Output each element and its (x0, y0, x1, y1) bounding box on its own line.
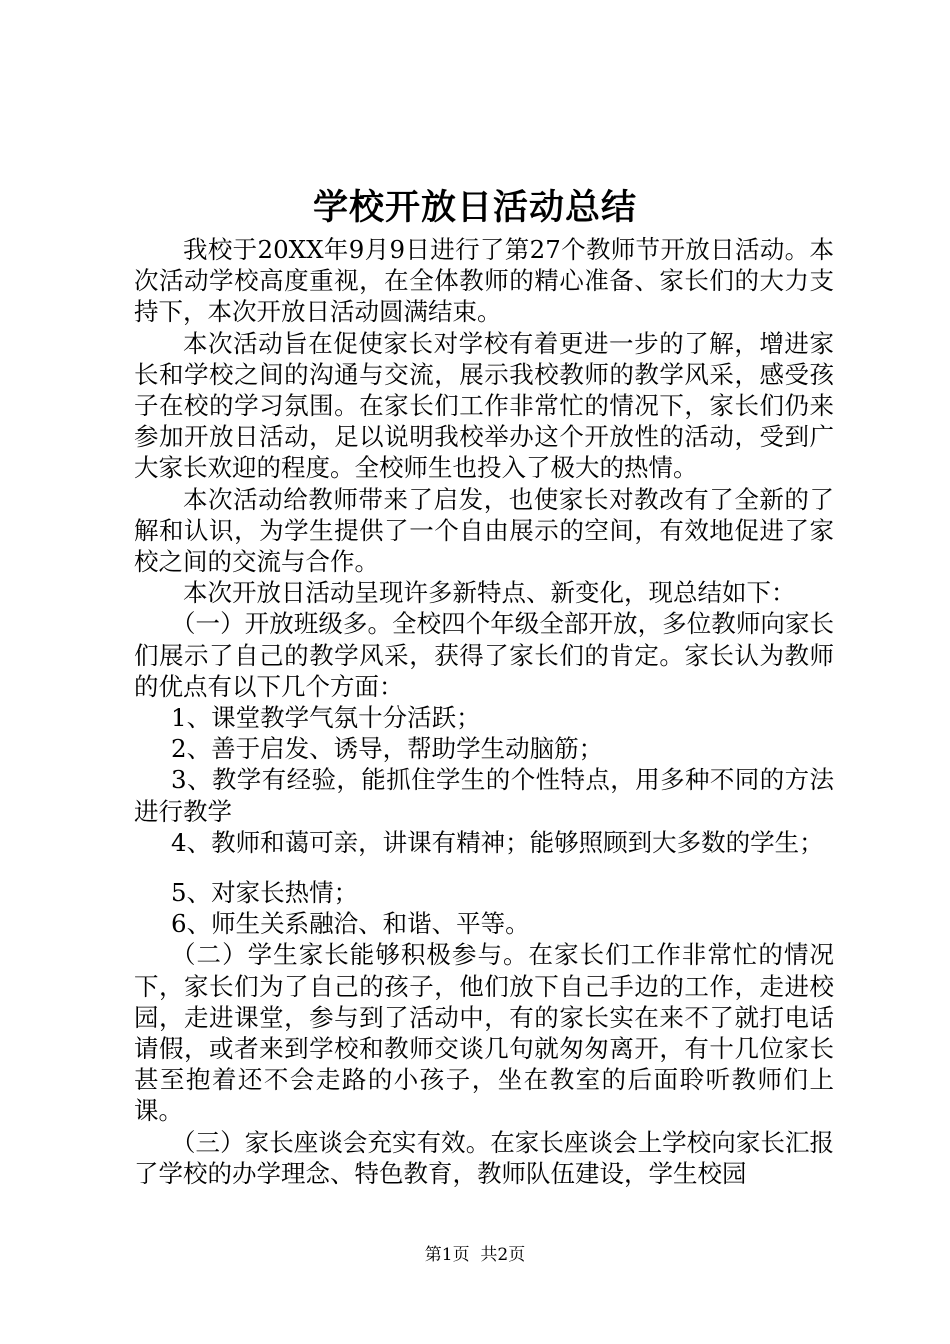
page-footer (0, 1244, 950, 1266)
list-item-3: 3、教学有经验，能抓住学生的个性特点，用多种不同的方法进行教学 (134, 765, 834, 826)
paragraph-summary-lead: 本次开放日活动呈现许多新特点、新变化，现总结如下： (183, 578, 796, 608)
document-title: 学校开放日活动总结 (312, 187, 637, 228)
list-item-1: 1、课堂教学气氛十分活跃； (171, 703, 481, 733)
paragraph-section-one: （一）开放班级多。全校四个年级全部开放，多位教师向家长们展示了自己的教学风采，获得了家长们的肯定。家长认为教师的优点有以下几个方面： (134, 609, 834, 701)
page-number: 第1页 (424, 1245, 470, 1265)
paragraph-inspiration: 本次活动给教师带来了启发，也使家长对教改有了全新的了解和认识，为学生提供了一个自由展示的空间，有效地促进了家校之间的交流与合作。 (134, 484, 834, 577)
paragraph-section-three: （三）家长座谈会充实有效。在家长座谈会上学校向家长汇报了学校的办学理念、特色教育，教师队伍建设，学生校园 (134, 1127, 834, 1188)
document-body (134, 234, 834, 1189)
list-item-5: 5、对家长热情； (171, 878, 359, 908)
list-item-6: 6、师生关系融洽、和谐、平等。 (171, 909, 530, 939)
list-item-4: 4、教师和蔼可亲，讲课有精神；能够照顾到大多数的学生； (171, 827, 824, 857)
paragraph-section-two: （二）学生家长能够积极参与。在家长们工作非常忙的情况下，家长们为了自己的孩子，他们放下自己手边的工作，走进校园，走进课堂，参与到了活动中，有的家长实在来不了就打电话请假，或者来到学校和教师交谈几句就匆匆离开，有十几位家长甚至抱着还不会走路的小孩子，坐在教室的后面聆听教师们上课。 (134, 940, 834, 1126)
page-total: 共2页 (480, 1245, 526, 1265)
list-item-2: 2、善于启发、诱导，帮助学生动脑筋； (171, 734, 604, 764)
paragraph-purpose: 本次活动旨在促使家长对学校有着更进一步的了解，增进家长和学校之间的沟通与交流，展示我校教师的教学风采，感受孩子在校的学习氛围。在家长们工作非常忙的情况下，家长们仍来参加开放日活动，足以说明我校举办这个开放性的活动，受到广大家长欢迎的程度。全校师生也投入了极大的热情。 (134, 328, 834, 483)
paragraph-intro: 我校于20XX年9月9日进行了第27个教师节开放日活动。本次活动学校高度重视，在全体教师的精心准备、家长们的大力支持下，本次开放日活动圆满结束。 (134, 235, 834, 327)
